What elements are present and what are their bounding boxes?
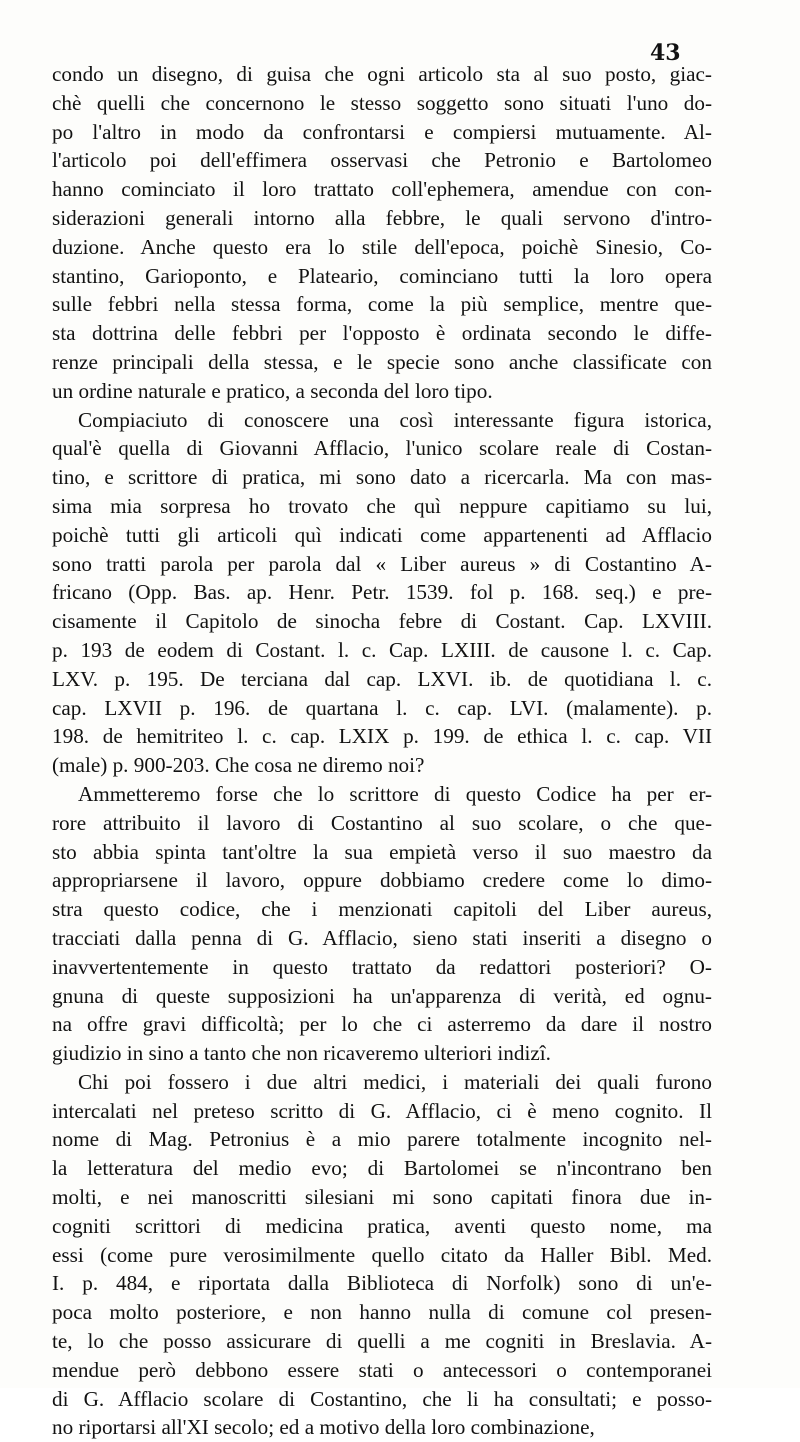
text-line: sta dottrina delle febbri per l'opposto è ordinata secondo le diffe- [52,321,712,346]
text-line: fricano (Opp. Bas. ap. Henr. Petr. 1539. fol p. 168. seq.) e pre- [52,580,712,605]
text-line: po l'altro in modo da confrontarsi e compiersi mutuamente. Al- [52,119,712,144]
text-line: rore attribuito il lavoro di Costantino al suo scolare, o che que- [52,810,712,835]
body-text [52,60,712,1442]
text-line: sto abbia spinta tant'oltre la sua empietà verso il suo maestro da [52,839,712,864]
text-line: sima mia sorpresa ho trovato che quì neppure capitiamo su lui, [52,493,712,518]
text-line: duzione. Anche questo era lo stile dell'epoca, poichè Sinesio, Co- [52,234,712,259]
text-line: I. p. 484, e riportata dalla Biblioteca di Norfolk) sono di un'e- [52,1271,712,1296]
text-line: te, lo che posso assicurare di quelli a me cogniti in Breslavia. A- [52,1329,712,1354]
paragraph [52,60,712,406]
text-line: renze principali della stessa, e le specie sono anche classificate con [52,349,712,374]
text-line: gnuna di queste supposizioni ha un'apparenza di verità, ed ognu- [52,983,712,1008]
text-line: (male) p. 900-203. Che cosa ne diremo noi? [52,753,425,778]
text-line: sulle febbri nella stessa forma, come la più semplice, mentre que- [52,292,712,317]
text-line: inavvertentemente in questo trattato da redattori posteriori? O- [52,954,712,979]
text-line: stantino, Garioponto, e Plateario, cominciano tutti la loro opera [52,263,712,288]
text-line: la letteratura del medio evo; di Bartolomei se n'incontrano ben [52,1156,712,1181]
text-line: stra questo codice, che i menzionati capitoli del Liber aureus, [52,897,712,922]
paragraph [52,406,712,780]
text-line: no riportarsi all'XI secolo; ed a motivo della loro combinazione, [52,1415,595,1440]
text-line: cap. LXVII p. 196. de quartana l. c. cap. LVI. (malamente). p. [52,695,712,720]
text-line: sono tratti parola per parola dal « Liber aureus » di Costantino A- [52,551,712,576]
paragraph [52,780,712,1068]
text-line: Chi poi fossero i due altri medici, i materiali dei quali furono [78,1069,712,1094]
text-line: siderazioni generali intorno alla febbre, le quali servono d'intro- [52,205,712,230]
text-line: qual'è quella di Giovanni Afflacio, l'unico scolare reale di Costan- [52,436,712,461]
text-line: tino, e scrittore di pratica, mi sono dato a ricercarla. Ma con mas- [52,465,712,490]
text-line: molti, e nei manoscritti silesiani mi sono capitati finora due in- [52,1185,712,1210]
text-line: tracciati dalla penna di G. Afflacio, sieno stati inseriti a disegno o [52,925,712,950]
text-line: giudizio in sino a tanto che non ricaveremo ulteriori indizî. [52,1041,551,1066]
page-number: 43 [650,40,681,66]
text-line: p. 193 de eodem di Costant. l. c. Cap. LXIII. de causone l. c. Cap. [52,637,712,662]
text-line: cogniti scrittori di medicina pratica, aventi questo nome, ma [52,1213,712,1238]
text-line: appropriarsene il lavoro, oppure dobbiamo credere come lo dimo- [52,868,712,893]
text-line: un ordine naturale e pratico, a seconda del loro tipo. [52,378,493,403]
text-line: intercalati nel preteso scritto di G. Afflacio, ci è meno cognito. Il [52,1098,712,1123]
text-line: LXV. p. 195. De terciana dal cap. LXVI. ib. de quotidiana l. c. [52,666,712,691]
text-line: Compiaciuto di conoscere una così interessante figura istorica, [78,407,712,432]
text-line: Ammetteremo forse che lo scrittore di questo Codice ha per er- [78,781,712,806]
text-line: essi (come pure verosimilmente quello citato da Haller Bibl. Med. [52,1242,712,1267]
text-line: condo un disegno, di guisa che ogni articolo sta al suo posto, giac- [52,62,712,86]
text-line: 198. de hemitriteo l. c. cap. LXIX p. 199. de ethica l. c. cap. VII [52,724,712,749]
text-line: l'articolo poi dell'effimera osservasi che Petronio e Bartolomeo [52,148,712,173]
text-line: na offre gravi difficoltà; per lo che ci asterremo da dare il nostro [52,1012,712,1037]
text-line: poichè tutti gli articoli quì indicati come appartenenti ad Afflacio [52,522,712,547]
text-line: chè quelli che concernono le stesso soggetto sono situati l'uno do- [52,90,712,115]
text-line: poca molto posteriore, e non hanno nulla di comune col presen- [52,1300,712,1325]
text-line: hanno cominciato il loro trattato coll'ephemera, amendue con con- [52,177,712,202]
text-line: di G. Afflacio scolare di Costantino, che li ha consultati; e posso- [52,1386,712,1411]
text-line: nome di Mag. Petronius è a mio parere totalmente incognito nel- [52,1127,712,1152]
paragraph [52,1068,712,1442]
text-line: mendue però debbono essere stati o antecessori o contemporanei [52,1357,712,1382]
text-line: cisamente il Capitolo de sinocha febre di Costant. Cap. LXVIII. [52,609,712,634]
